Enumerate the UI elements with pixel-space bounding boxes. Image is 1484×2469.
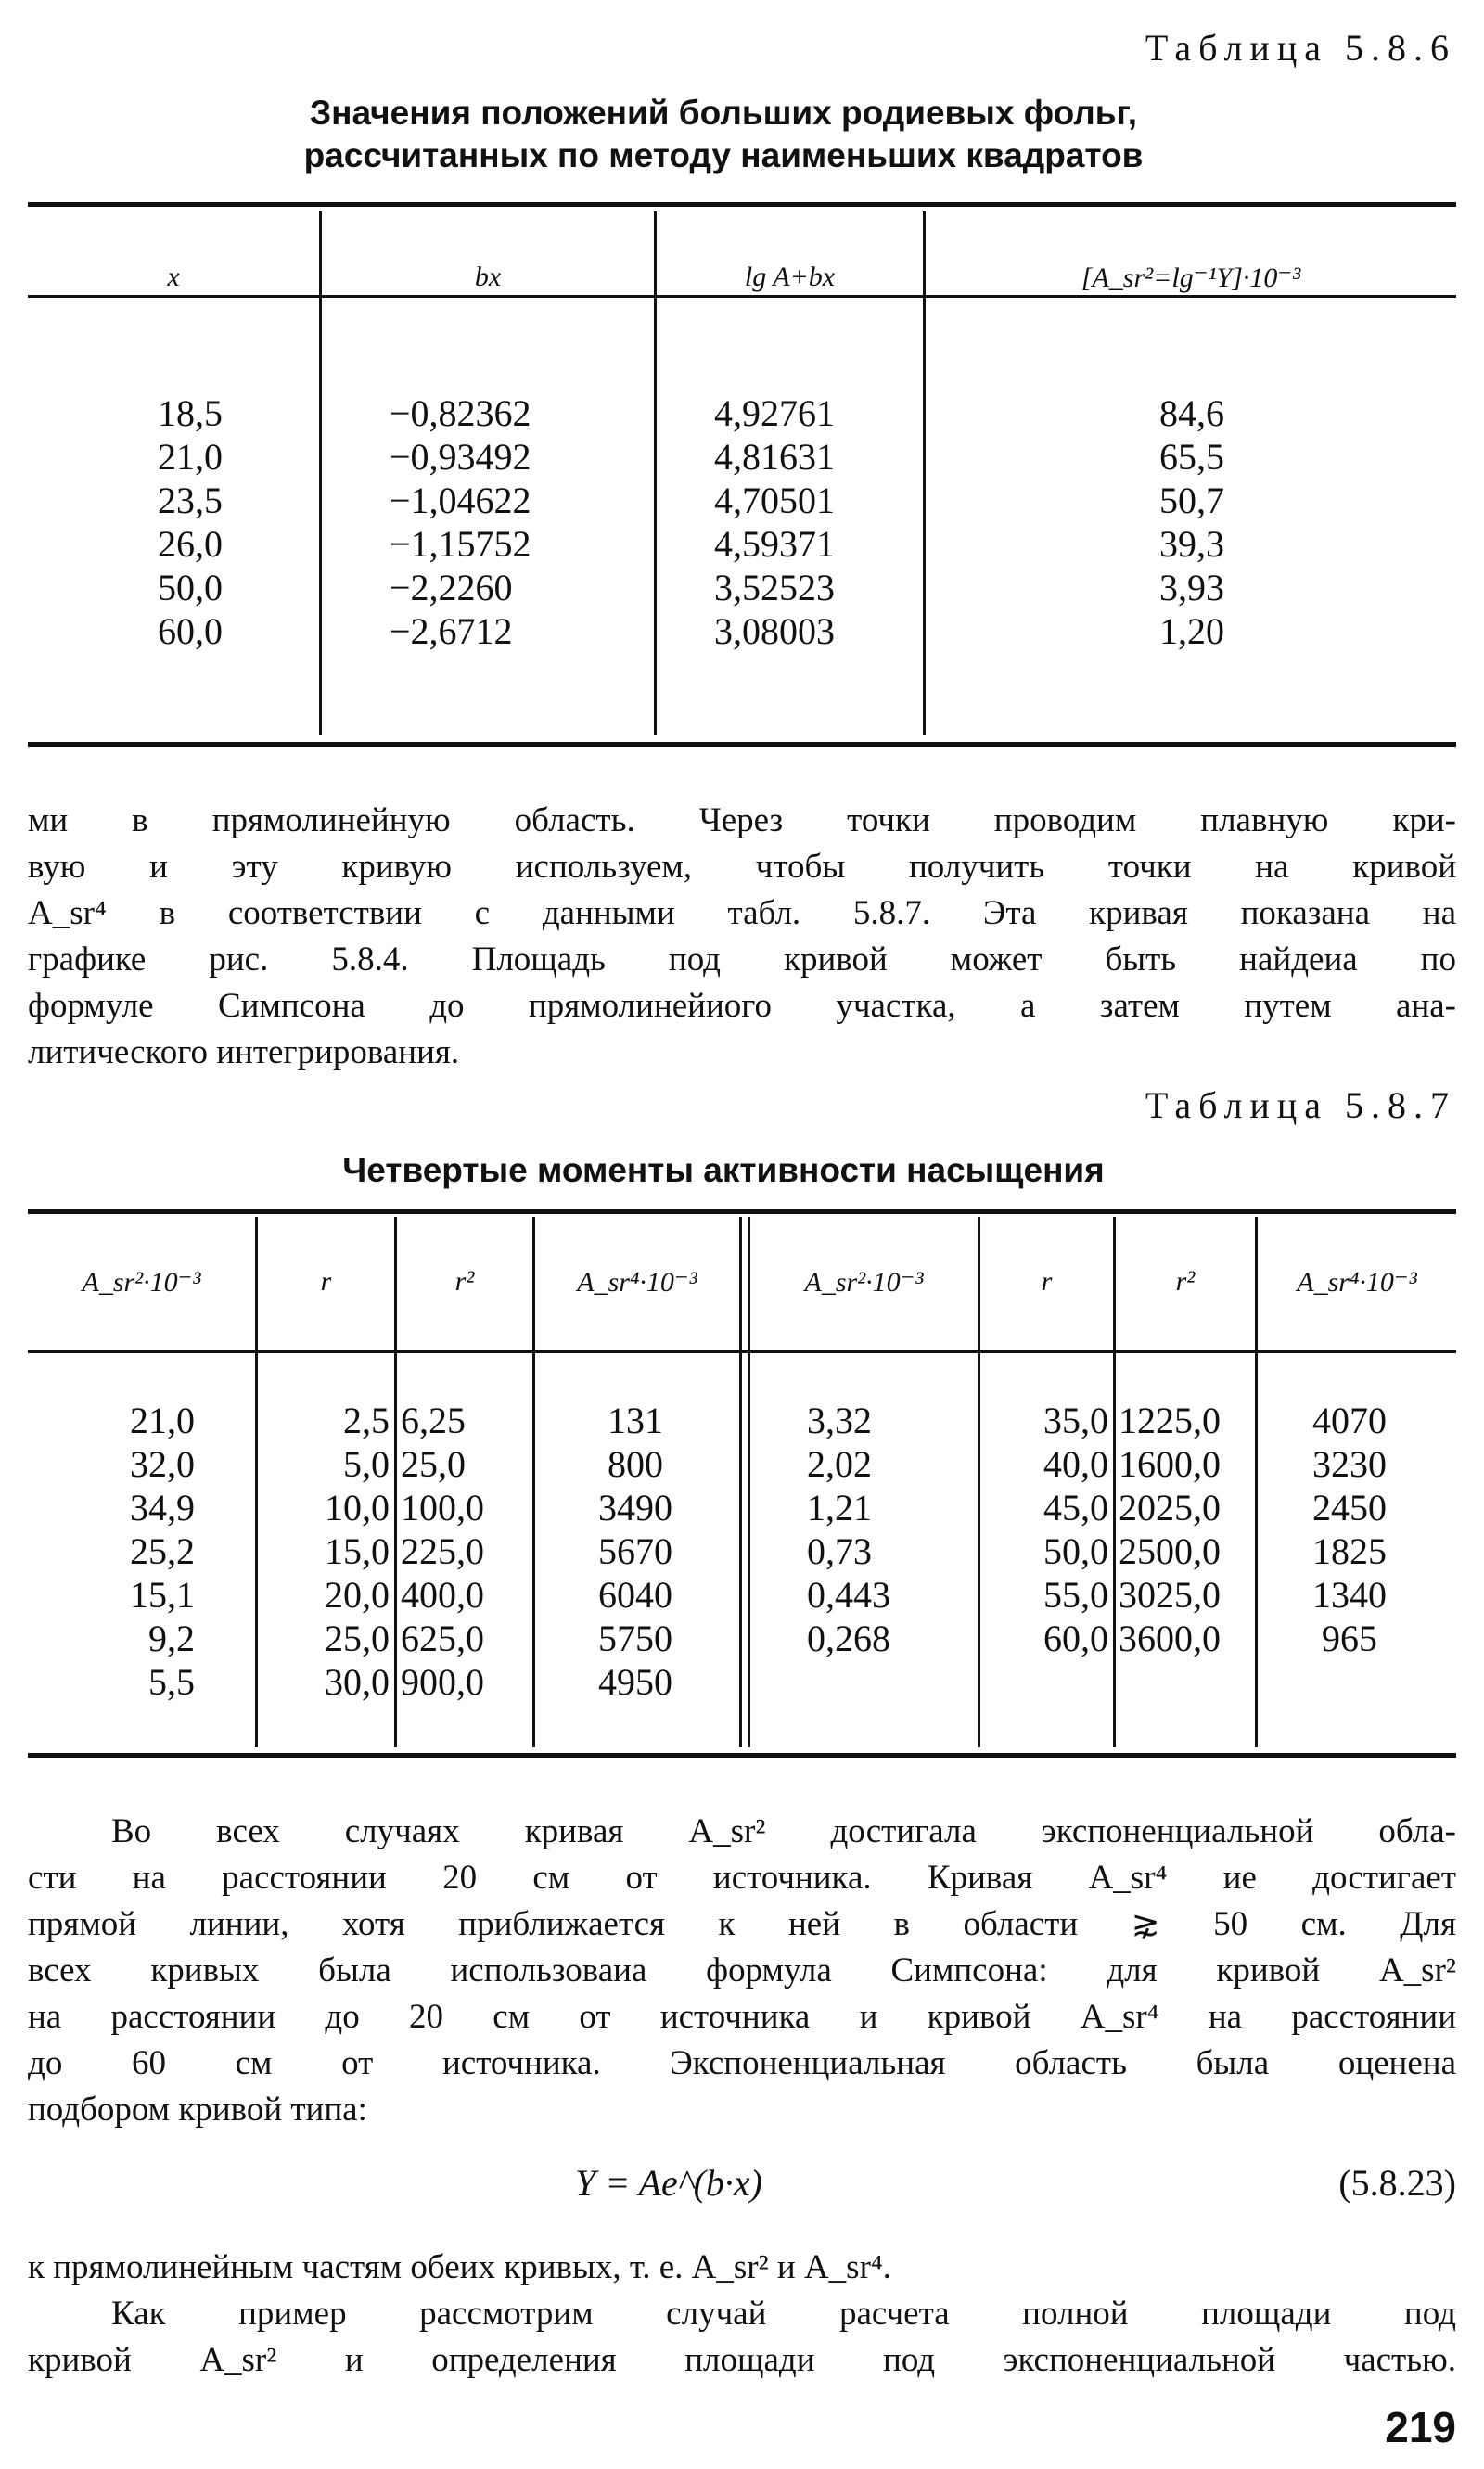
table1-column-lg: 4,92761 4,81631 4,70501 4,59371 3,52523 3,08003 (714, 392, 835, 652)
table2-header-7: r² (1175, 1266, 1196, 1297)
table2-header-6: r (1041, 1266, 1053, 1297)
paragraph-2-line: сти на расстоянии 20 см от источника. Кривая A_sr⁴ ие достигает (28, 1859, 1456, 1897)
table2-column-3: 6,25 25,0 100,0 225,0 400,0 625,0 900,0 (401, 1400, 484, 1703)
table2-header-8: A_sr⁴·10⁻³ (1297, 1267, 1417, 1298)
table2-column-1: 21,0 32,0 34,9 25,2 15,1 9,2 5,5 (130, 1400, 195, 1703)
table1-header-bx: bx (474, 262, 502, 292)
table2-header-rule (28, 1350, 1456, 1353)
paragraph-2-line: Во всех случаях кривая A_sr² достигала экспоненциальной обла- (111, 1812, 1456, 1850)
table2-header-4: A_sr⁴·10⁻³ (577, 1267, 697, 1298)
paragraph-1 (28, 798, 1456, 1076)
table2-column-2: 2,5 5,0 10,0 15,0 20,0 25,0 30,0 (325, 1400, 390, 1703)
table2-top-rule (28, 1209, 1456, 1214)
paragraph-2-line: на расстоянии до 20 см от источника и кривой A_sr⁴ на расстоянии (28, 1998, 1456, 2036)
paragraph-1-line: A_sr⁴ в соответствии с данными табл. 5.8.7. Эта кривая показана на (28, 894, 1456, 932)
table1-header-lg: lg A+bx (744, 262, 836, 292)
paragraph-1-line: вую и эту кривую используем, чтобы получить точки на кривой (28, 848, 1456, 886)
paragraph-3-line: кривой A_sr² и определения площади под экспоненциальной частью. (28, 2341, 1456, 2379)
paragraph-3-line: к прямолинейным частям обеих кривых, т. е. A_sr² и A_sr⁴. (28, 2248, 892, 2286)
paragraph-2-line: подбором кривой типа: (28, 2091, 367, 2129)
paragraph-3-line: Как пример рассмотрим случай расчета полной площади под (111, 2295, 1456, 2333)
table2-header-2: r (320, 1266, 332, 1297)
page-number: 219 (1385, 2403, 1456, 2451)
paragraph-3 (28, 2245, 1456, 2384)
table1-title-line2: рассчитанных по методу наименьших квадратов (303, 136, 1144, 174)
table2-title: Четвертые моменты активности насыщения (342, 1151, 1105, 1189)
formula-number: (5.8.23) (1338, 2162, 1456, 2204)
table2-double-divider-a (739, 1217, 742, 1747)
paragraph-1-line: формуле Симпсона до прямолинейиого участка, а затем путем ана- (28, 987, 1456, 1025)
table2-header-1: A_sr²·10⁻³ (82, 1267, 201, 1298)
table1-header-x: x (167, 262, 180, 292)
paragraph-1-line: литического интегрирования. (28, 1033, 460, 1071)
table2-caption: Таблица 5.8.7 (1145, 1084, 1456, 1126)
paragraph-2-line: до 60 см от источника. Экспоненциальная область была оценена (28, 2044, 1456, 2082)
paragraph-1-line: графике рис. 5.8.4. Площадь под кривой может быть найдеиа по (28, 940, 1456, 979)
table1-bottom-rule (28, 742, 1456, 747)
table2-header-3: r² (454, 1266, 475, 1297)
table1-caption: Таблица 5.8.6 (1145, 27, 1456, 69)
table1-title-line1: Значения положений больших родиевых фольг, (309, 94, 1137, 132)
paragraph-2-line: прямой линии, хотя приближается к ней в области ⋧ 50 см. Для (28, 1905, 1456, 1943)
table2-header-5: A_sr²·10⁻³ (804, 1267, 924, 1298)
formula-expression: Y = Ae^(b·x) (575, 2162, 762, 2204)
table1-header-rule (28, 295, 1456, 298)
paragraph-1-line: ми в прямолинейную область. Через точки проводим плавную кри- (28, 801, 1456, 839)
table2-column-8: 4070 3230 2450 1825 1340 965 (1312, 1400, 1387, 1659)
paragraph-2 (28, 1809, 1456, 2133)
table1-column-asr2: 84,6 65,5 50,7 39,3 3,93 1,20 (1159, 392, 1224, 652)
table2-column-6: 35,0 40,0 45,0 50,0 55,0 60,0 (1043, 1400, 1108, 1659)
table1-column-bx: −0,82362 −0,93492 −1,04622 −1,15752 −2,2260 −2,6712 (390, 392, 531, 652)
table2-column-7: 1225,0 1600,0 2025,0 2500,0 3025,0 3600,0 (1119, 1400, 1221, 1659)
table2-column-5: 3,32 2,02 1,21 0,73 0,443 0,268 (807, 1400, 890, 1659)
table1-top-rule (28, 202, 1456, 207)
table1-header-asr2: [A_sr²=lg⁻¹Y]·10⁻³ (1081, 262, 1301, 293)
table2-column-4: 131 800 3490 5670 6040 5750 4950 (598, 1400, 672, 1703)
table1-column-x: 18,5 21,0 23,5 26,0 50,0 60,0 (158, 392, 223, 652)
table2-bottom-rule (28, 1753, 1456, 1758)
paragraph-2-line: всех кривых была использоваиа формула Симпсона: для кривой A_sr² (28, 1951, 1456, 1989)
